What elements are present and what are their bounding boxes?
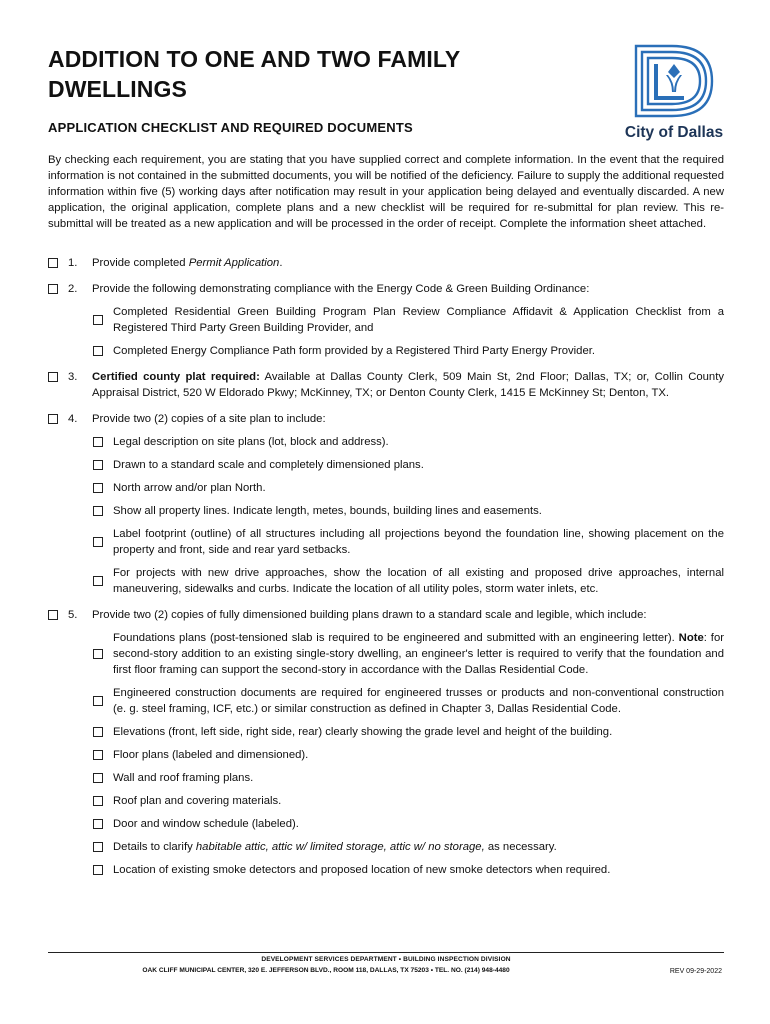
sub-item-text: Completed Energy Compliance Path form provided by a Registered Third Party Energy Provider.: [113, 345, 596, 357]
item-text: [92, 255, 724, 271]
dallas-d-logo-icon: [632, 42, 716, 120]
checkbox[interactable]: [93, 842, 103, 852]
footer-department: DEVELOPMENT SERVICES DEPARTMENT • BUILDING INSPECTION DIVISION: [261, 956, 511, 963]
checkbox[interactable]: [93, 727, 103, 737]
sub-item-text: Elevations (front, left side, right side, rear) clearly showing the grade level and height of the building.: [113, 726, 613, 738]
item-number: 1.: [68, 257, 78, 269]
sub-item: [93, 565, 724, 597]
revision-date: REV 09-29-2022: [669, 968, 722, 975]
sub-item-text: For projects with new drive approaches, show the location of all existing and proposed drive approaches, internal maneuvering, sidewalks and curbs. Indicate the location of all utility poles, storm water inlets, etc.: [113, 567, 724, 595]
checklist-item-2: [48, 281, 724, 359]
sub-item: [93, 839, 724, 855]
intro-paragraph: By checking each requirement, you are stating that you have supplied correct and complete information. In the event that the required information is not contained in the submitted documents, you will be notified of the deficiency. Failure to supply the additional requested information within five (5) working days after notification may result in your application being delayed and eventually discarded. A new application, the original application, complete plans and a new checklist will be required for re-submittal for plan review. This re-submittal will be treated as a new application and will be processed in the order of receipt. Complete the information sheet attached.: [48, 154, 724, 230]
checkbox[interactable]: [93, 865, 103, 875]
sub-item: [93, 630, 724, 678]
item-number: 3.: [68, 371, 78, 383]
sub-item: [93, 503, 724, 519]
sub-item-text: Wall and roof framing plans.: [113, 772, 254, 784]
checklist-item-4: [48, 411, 724, 597]
checklist-item-1: [48, 255, 724, 271]
checkbox[interactable]: [48, 284, 58, 294]
item-number: 2.: [68, 283, 78, 295]
note-label: Note: [678, 632, 704, 644]
text-segment: : for second-story addition to an existing single-story dwelling, an engineer's letter is required to verify that the foundation and first floor framing can support the second-story in accordance with the Dallas Residential Code.: [113, 632, 724, 676]
sub-item-text: Completed Residential Green Building Program Plan Review Compliance Affidavit & Application Checklist from a Registered Third Party Green Building Provider, and: [113, 306, 724, 334]
sub-item-text: Door and window schedule (labeled).: [113, 818, 299, 830]
item-text: Provide two (2) copies of fully dimensioned building plans drawn to a standard scale and legible, which include:: [92, 609, 647, 621]
permit-application-text: Permit Application: [188, 257, 280, 269]
item-text: Provide two (2) copies of a site plan to include:: [92, 413, 326, 425]
text-segment: Available at Dallas County Clerk, 509 Main St, 2nd Floor; Dallas, TX; or, Collin County Appraisal District, 520 W Eldorado Pkwy; McKinney, TX; or Denton County Clerk, 1415 E McKinney St; Denton, TX.: [92, 371, 724, 399]
checkbox[interactable]: [93, 346, 103, 356]
sub-item-text: Drawn to a standard scale and completely dimensioned plans.: [113, 459, 424, 471]
sub-item-text: North arrow and/or plan North.: [113, 482, 266, 494]
checkbox[interactable]: [93, 315, 103, 325]
sub-item-text: [113, 630, 724, 678]
checkbox[interactable]: [93, 796, 103, 806]
checkbox[interactable]: [93, 576, 103, 586]
item-text: [92, 369, 724, 401]
checkbox[interactable]: [93, 506, 103, 516]
checklist: [48, 255, 724, 888]
sub-item: [93, 793, 724, 809]
item-number: 4.: [68, 413, 78, 425]
sub-item-text: Roof plan and covering materials.: [113, 795, 282, 807]
sub-item: [93, 724, 724, 740]
sub-item-text: [113, 839, 724, 855]
checkbox[interactable]: [48, 258, 58, 268]
sub-item: [93, 526, 724, 558]
sub-item: [93, 770, 724, 786]
text-segment: Provide completed: [92, 257, 189, 269]
logo-text: City of Dallas: [624, 124, 724, 141]
page-title: ADDITION TO ONE AND TWO FAMILY DWELLINGS: [48, 46, 460, 102]
checkbox[interactable]: [93, 437, 103, 447]
sub-item: [93, 457, 724, 473]
checkbox[interactable]: [48, 372, 58, 382]
checkbox[interactable]: [93, 819, 103, 829]
text-segment: Details to clarify: [113, 841, 196, 853]
sub-item: [93, 434, 724, 450]
checkbox[interactable]: [93, 750, 103, 760]
page-subtitle: APPLICATION CHECKLIST AND REQUIRED DOCUMENTS: [48, 120, 413, 135]
sub-item-text: Show all property lines. Indicate length, metes, bounds, building lines and easements.: [113, 505, 542, 517]
city-of-dallas-logo: [622, 42, 726, 148]
text-segment: Foundations plans (post-tensioned slab is required to be engineered and submitted with an engineering letter).: [113, 632, 679, 644]
plat-required-label: Certified county plat required:: [92, 371, 260, 383]
checklist-item-5: [48, 607, 724, 878]
checkbox[interactable]: [48, 610, 58, 620]
sub-item-text: Floor plans (labeled and dimensioned).: [113, 749, 309, 761]
checkbox[interactable]: [93, 537, 103, 547]
attic-types-text: habitable attic, attic w/ limited storage, attic w/ no storage,: [195, 841, 485, 853]
checklist-item-3: [48, 369, 724, 401]
text-segment: as necessary.: [484, 841, 557, 853]
footer-address: OAK CLIFF MUNICIPAL CENTER, 320 E. JEFFERSON BLVD., ROOM 118, DALLAS, TX 75203 • TEL. NO. (214) 948-4480: [142, 967, 510, 974]
sub-item-text: Legal description on site plans (lot, block and address).: [113, 436, 389, 448]
sub-item: [93, 480, 724, 496]
sub-item-text: Location of existing smoke detectors and proposed location of new smoke detectors when required.: [113, 864, 611, 876]
sub-item: [93, 304, 724, 336]
item-text: Provide the following demonstrating compliance with the Energy Code & Green Building Ordinance:: [92, 283, 590, 295]
footer-divider: [48, 952, 724, 953]
sub-item-text: Label footprint (outline) of all structures including all projections beyond the foundation line, showing placement on the property and front, side and rear yard setbacks.: [113, 528, 724, 556]
checkbox[interactable]: [93, 649, 103, 659]
sub-item: [93, 862, 724, 878]
checkbox[interactable]: [93, 483, 103, 493]
checkbox[interactable]: [93, 773, 103, 783]
sub-item: [93, 685, 724, 717]
sub-item: [93, 816, 724, 832]
sub-item: [93, 343, 724, 359]
checkbox[interactable]: [48, 414, 58, 424]
checkbox[interactable]: [93, 460, 103, 470]
sub-item-text: Engineered construction documents are required for engineered trusses or products and non-conventional construction (e. g. steel framing, ICF, etc.) or similar construction as defined in Chapter 3, Dallas Residential Code.: [113, 687, 724, 715]
sub-item: [93, 747, 724, 763]
checkbox[interactable]: [93, 696, 103, 706]
text-segment: .: [279, 257, 283, 269]
item-number: 5.: [68, 609, 78, 621]
